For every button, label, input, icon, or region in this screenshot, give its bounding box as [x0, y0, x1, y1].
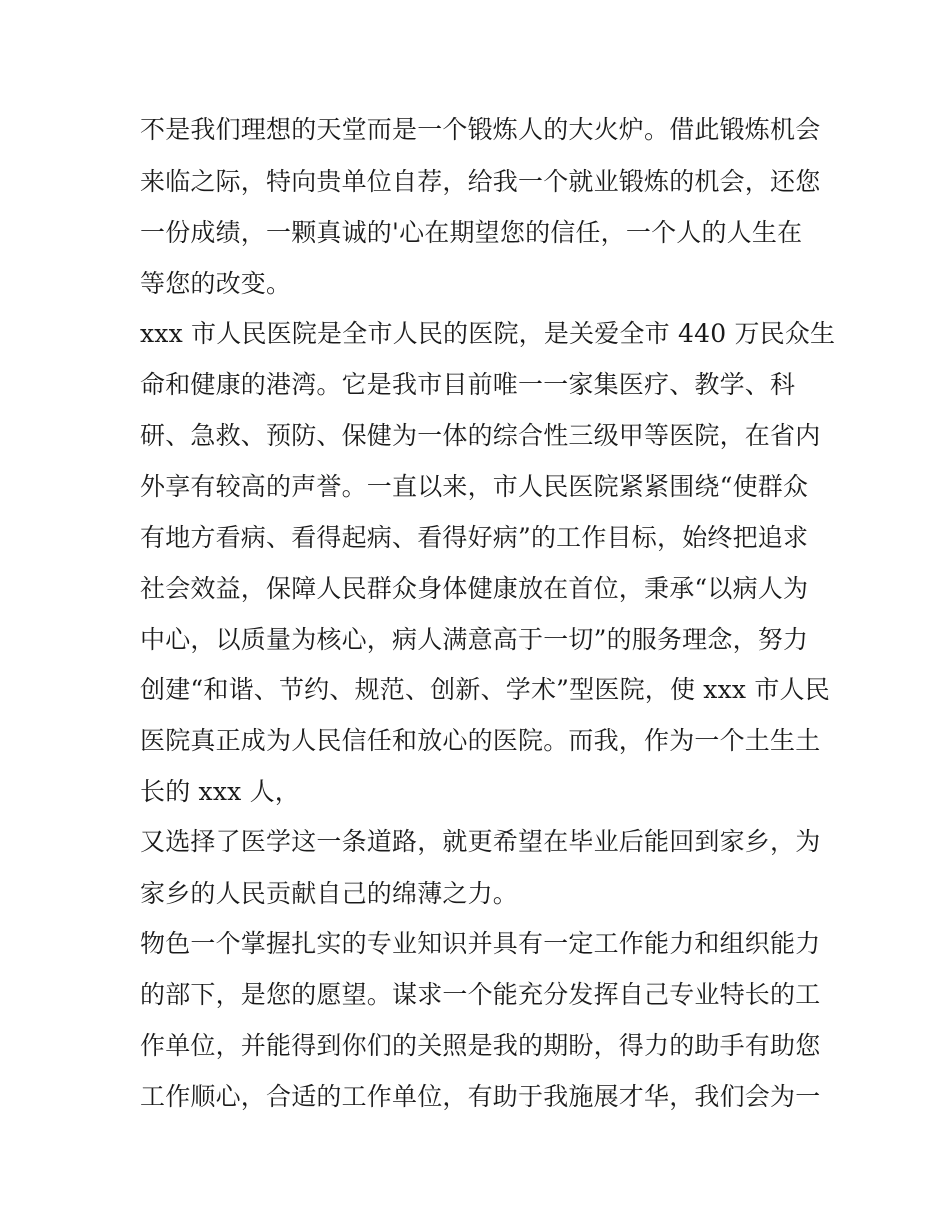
text-line-20: 工作顺心，合适的工作单位，有助于我施展才华，我们会为一 — [140, 1082, 821, 1111]
text-line-5: xxx 市人民医院是全市人民的医院，是关爱全市 440 万民众生 — [140, 319, 836, 348]
text-line-16: 家乡的人民贡献自己的绵薄之力。 — [140, 879, 519, 908]
text-line-7: 研、急救、预防、保健为一体的综合性三级甲等医院，在省内 — [140, 421, 821, 450]
text-line-9: 有地方看病、看得起病、看得好病”的工作目标，始终把追求 — [140, 523, 809, 552]
text-line-6: 命和健康的港湾。它是我市目前唯一一家集医疗、教学、科 — [140, 370, 796, 399]
text-line-4: 等您的改变。 — [140, 269, 292, 298]
text-line-19: 作单位，并能得到你们的关照是我的期盼，得力的助手有助您 — [140, 1031, 821, 1060]
text-line-2: 来临之际，特向贵单位自荐，给我一个就业锻炼的机会，还您 — [140, 167, 821, 196]
text-line-17: 物色一个掌握扎实的专业知识并具有一定工作能力和组织能力 — [140, 929, 821, 958]
text-line-15: 又选择了医学这一条道路，就更希望在毕业后能回到家乡，为 — [140, 827, 821, 856]
text-line-12: 创建“和谐、节约、规范、创新、学术”型医院，使 xxx 市人民 — [140, 675, 830, 704]
text-line-1: 不是我们理想的天堂而是一个锻炼人的大火炉。借此锻炼机会 — [140, 115, 821, 144]
text-line-18: 的部下，是您的愿望。谋求一个能充分发挥自己专业特长的工 — [140, 980, 821, 1009]
text-line-13: 医院真正成为人民信任和放心的医院。而我，作为一个土生土 — [140, 726, 821, 755]
text-line-11: 中心，以质量为核心，病人满意高于一切”的服务理念，努力 — [140, 625, 809, 654]
text-line-8: 外享有较高的声誉。一直以来，市人民医院紧紧围绕“使群众 — [140, 472, 809, 501]
text-line-14: 长的 xxx 人， — [140, 777, 300, 806]
text-line-10: 社会效益，保障人民群众身体健康放在首位，秉承“以病人为 — [140, 574, 809, 603]
text-line-3: 一份成绩，一颗真诚的'心在期望您的信任，一个人的人生在 — [140, 218, 803, 247]
